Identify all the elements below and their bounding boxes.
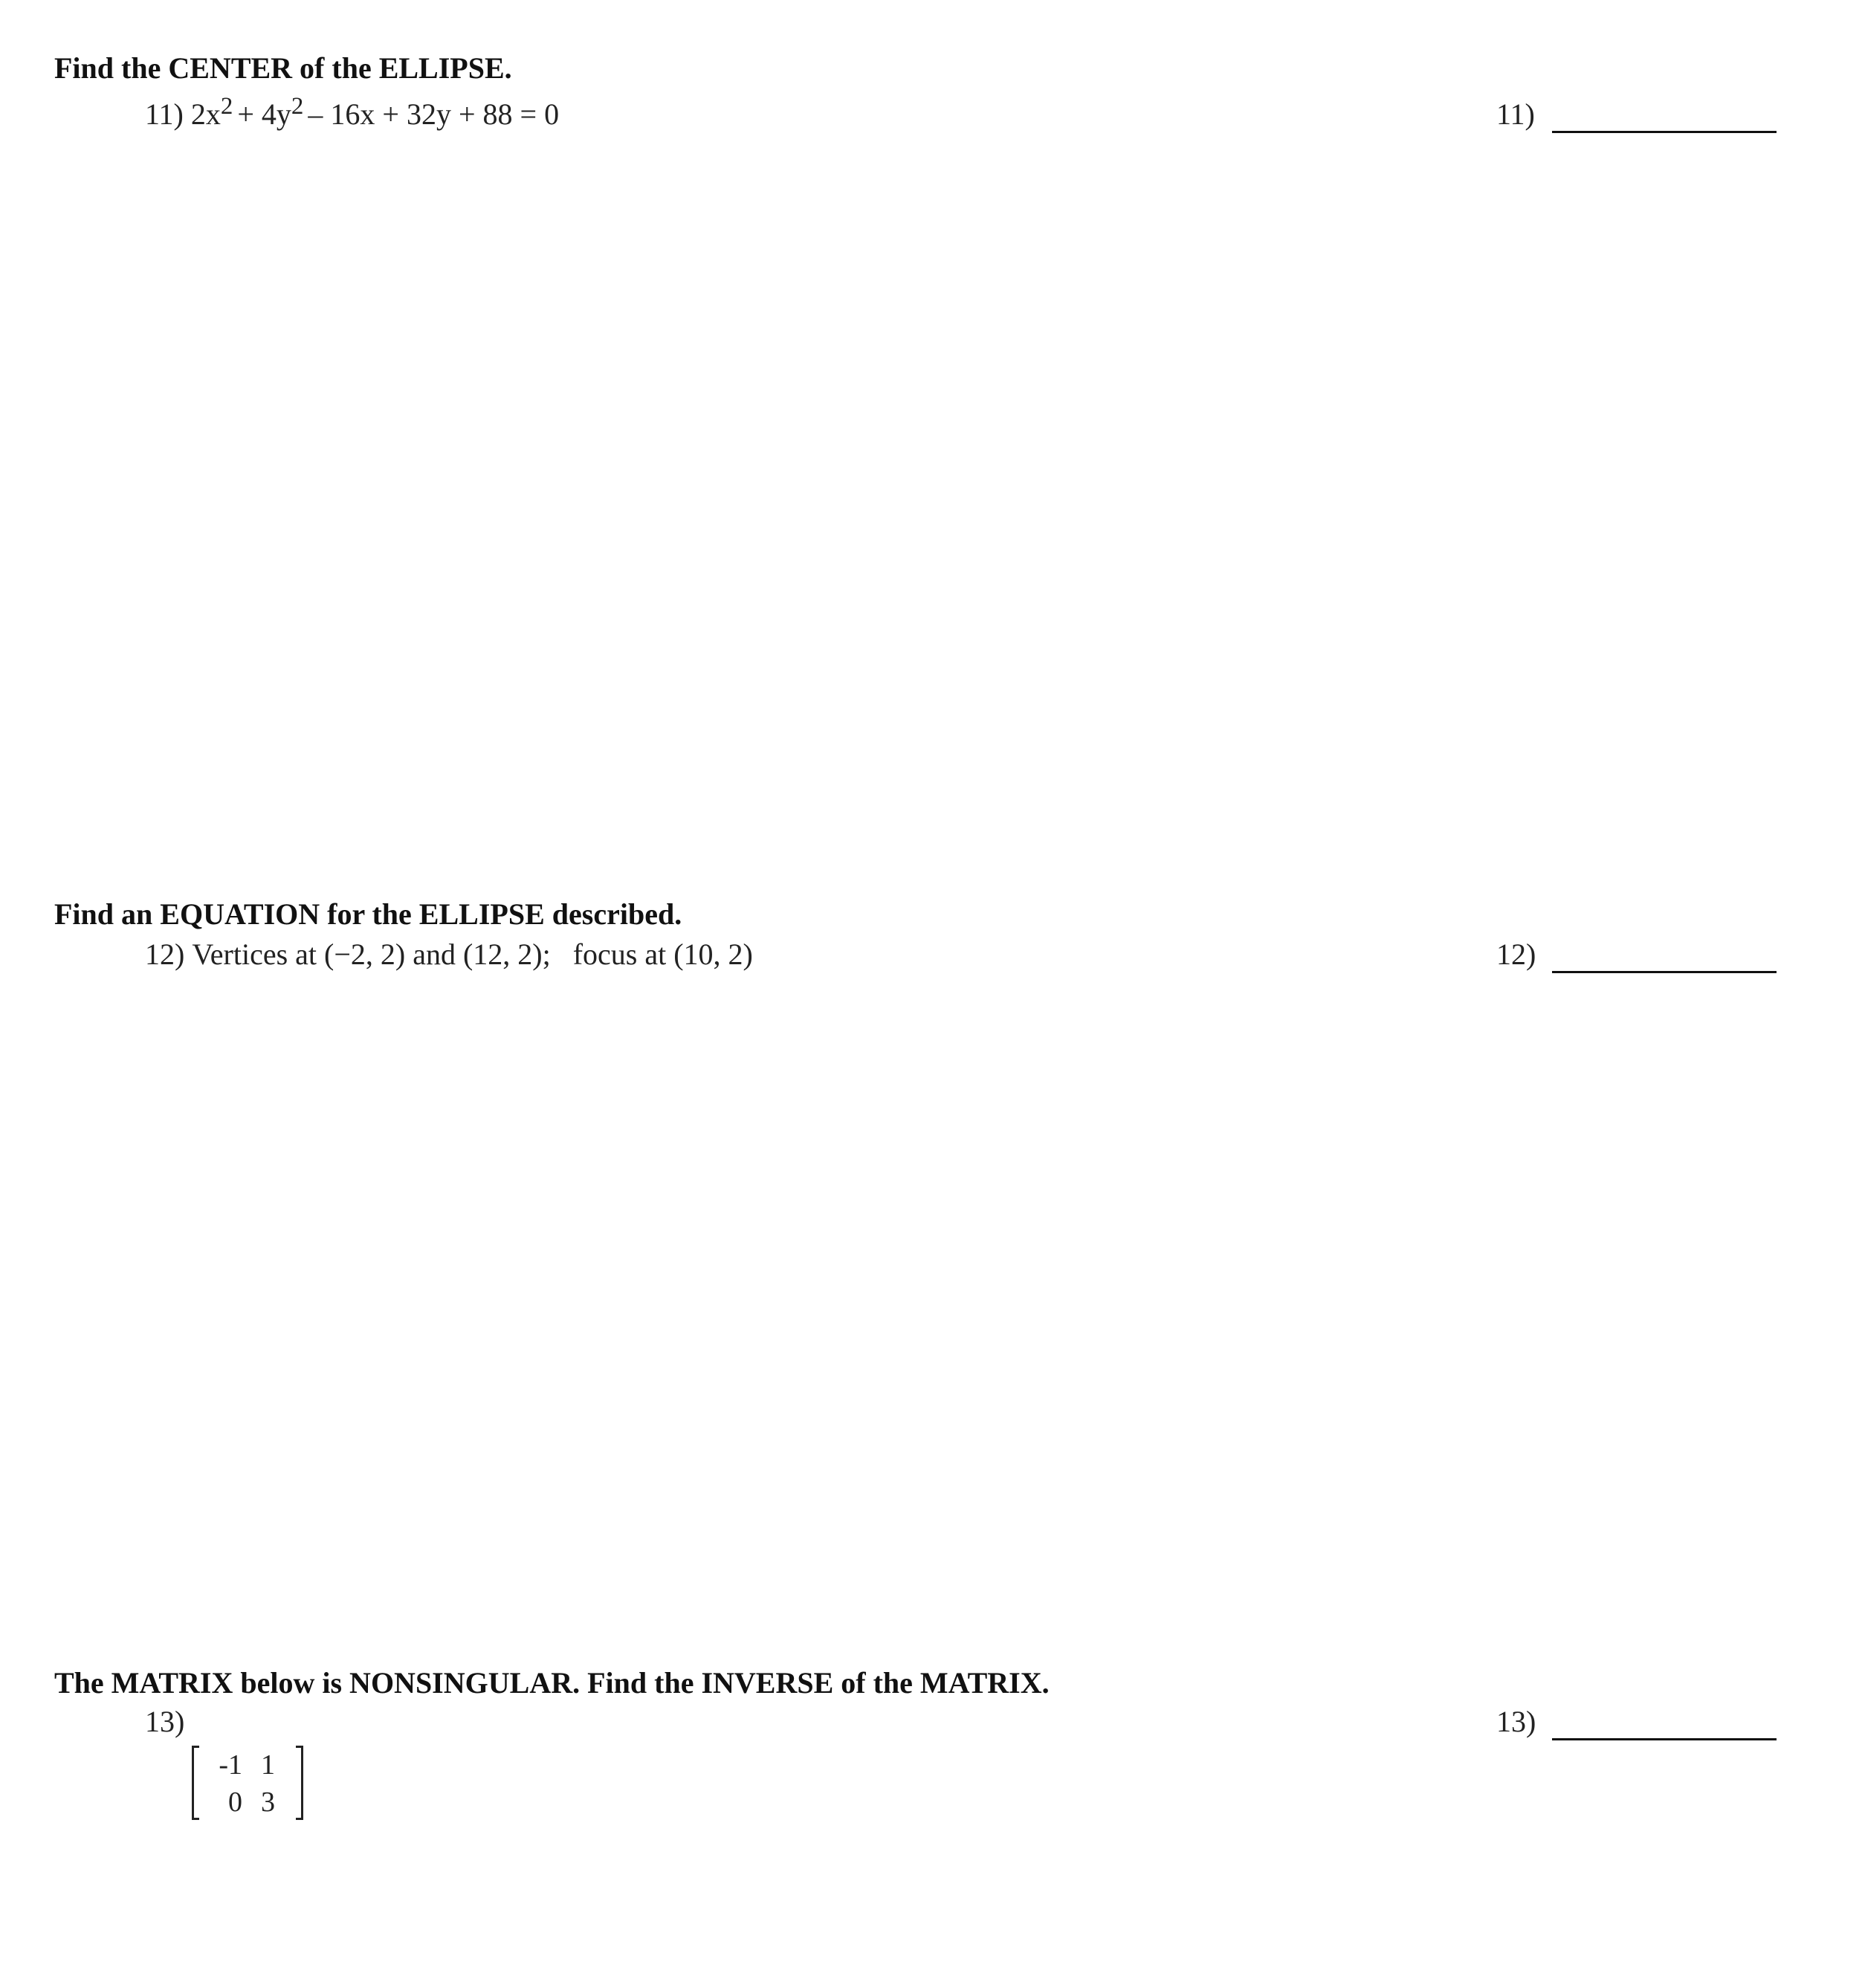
- equation-exponent-y: 2: [291, 93, 304, 120]
- matrix-cell-r1c1: -1: [219, 1749, 242, 1781]
- equation-exponent-x: 2: [220, 93, 233, 120]
- question-13: [145, 1704, 192, 1740]
- matrix-right-bracket: [296, 1746, 303, 1820]
- matrix-cell-r2c2: 3: [261, 1787, 275, 1818]
- answer-blank-12[interactable]: [1552, 971, 1777, 973]
- answer-blank-13[interactable]: [1552, 1738, 1777, 1740]
- matrix-cell-r1c2: 1: [261, 1749, 275, 1781]
- answer-label-11: 11): [1496, 97, 1535, 131]
- question-text-12: Vertices at (−2, 2) and (12, 2); focus at (10, 2): [192, 937, 753, 971]
- equation-term-2x: 2x: [190, 97, 221, 131]
- matrix-left-bracket: [192, 1746, 199, 1820]
- answer-label-13: 13): [1496, 1705, 1536, 1738]
- equation-remainder: – 16x + 32y + 88 = 0: [308, 97, 560, 131]
- section-heading-13: The MATRIX below is NONSINGULAR. Find the INVERSE of the MATRIX.: [54, 1666, 1050, 1700]
- question-number-12: 12): [145, 937, 185, 971]
- matrix-13: [192, 1746, 303, 1821]
- answer-label-12: 12): [1496, 937, 1536, 971]
- matrix-cell-r2c1: 0: [228, 1787, 242, 1818]
- section-heading-12: Find an EQUATION for the ELLIPSE described.: [54, 897, 682, 931]
- question-12: [145, 937, 753, 972]
- section-heading-11: Find the CENTER of the ELLIPSE.: [54, 51, 512, 85]
- question-number-13: 13): [145, 1705, 185, 1738]
- equation-term-4y: + 4y: [237, 97, 291, 131]
- question-number-11: 11): [145, 97, 184, 131]
- question-11: [145, 93, 560, 135]
- answer-blank-11[interactable]: [1552, 131, 1777, 133]
